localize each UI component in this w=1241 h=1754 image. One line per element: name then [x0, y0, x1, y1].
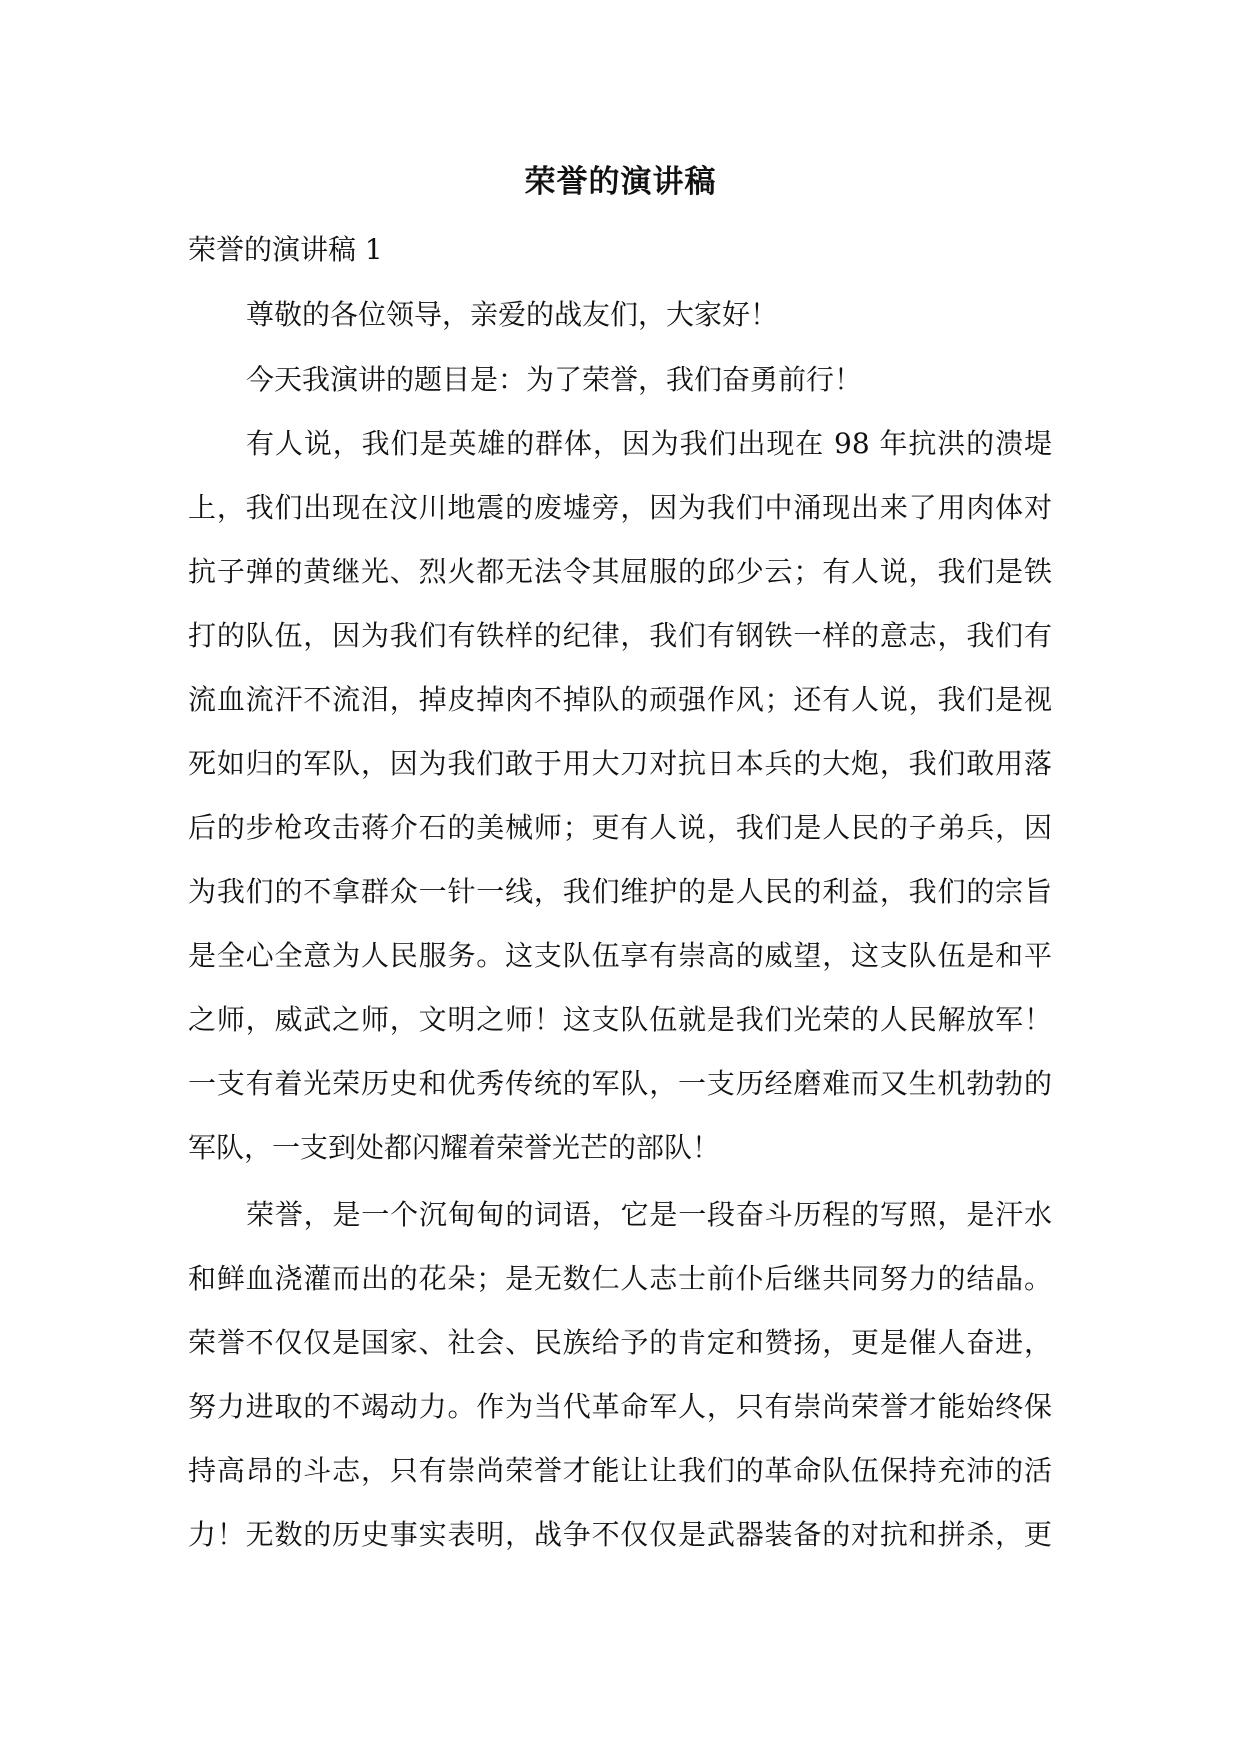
text-line: 打的队伍，因为我们有铁样的纪律，我们有钢铁一样的意志，我们有: [188, 619, 1052, 652]
text-line: 一支有着光荣历史和优秀传统的军队，一支历经磨难而又生机勃勃的: [188, 1067, 1052, 1100]
text-line: 死如归的军队，因为我们敢于用大刀对抗日本兵的大炮，我们敢用落: [188, 747, 1052, 780]
text-line: 是全心全意为人民服务。这支队伍享有崇高的威望，这支队伍是和平: [188, 939, 1052, 972]
text-line: 今天我演讲的题目是：为了荣誉，我们奋勇前行！: [246, 363, 863, 396]
text-line: 持高昂的斗志，只有崇尚荣誉才能让让我们的革命队伍保持充沛的活: [188, 1454, 1052, 1487]
text-line: 军队，一支到处都闪耀着荣誉光芒的部队！: [188, 1131, 721, 1164]
text-line: 荣誉不仅仅是国家、社会、民族给予的肯定和赞扬，更是催人奋进，: [188, 1326, 1052, 1359]
text-line: 荣誉，是一个沉甸甸的词语，它是一段奋斗历程的写照，是汗水: [246, 1198, 1052, 1231]
section-heading: 荣誉的演讲稿 1: [188, 233, 383, 266]
text-line: 之师，威武之师，文明之师！这支队伍就是我们光荣的人民解放军！: [188, 1003, 1052, 1036]
text-line: 后的步枪攻击蒋介石的美械师；更有人说，我们是人民的子弟兵，因: [188, 811, 1052, 844]
text-line: 尊敬的各位领导，亲爱的战友们，大家好！: [246, 298, 779, 331]
text-line: 有人说，我们是英雄的群体，因为我们出现在 98 年抗洪的溃堤: [246, 427, 1052, 460]
text-line: 力！无数的历史事实表明，战争不仅仅是武器装备的对抗和拼杀，更: [188, 1518, 1052, 1551]
text-line: 和鲜血浇灌而出的花朵；是无数仁人志士前仆后继共同努力的结晶。: [188, 1262, 1052, 1295]
text-line: 努力进取的不竭动力。作为当代革命军人，只有崇尚荣誉才能始终保: [188, 1390, 1052, 1423]
text-line: 抗子弹的黄继光、烈火都无法令其屈服的邱少云；有人说，我们是铁: [188, 555, 1052, 588]
text-line: 上，我们出现在汶川地震的废墟旁，因为我们中涌现出来了用肉体对: [188, 491, 1052, 524]
document-title: 荣誉的演讲稿: [524, 164, 717, 200]
text-line: 流血流汗不流泪，掉皮掉肉不掉队的顽强作风；还有人说，我们是视: [188, 683, 1052, 716]
text-line: 为我们的不拿群众一针一线，我们维护的是人民的利益，我们的宗旨: [188, 875, 1052, 908]
